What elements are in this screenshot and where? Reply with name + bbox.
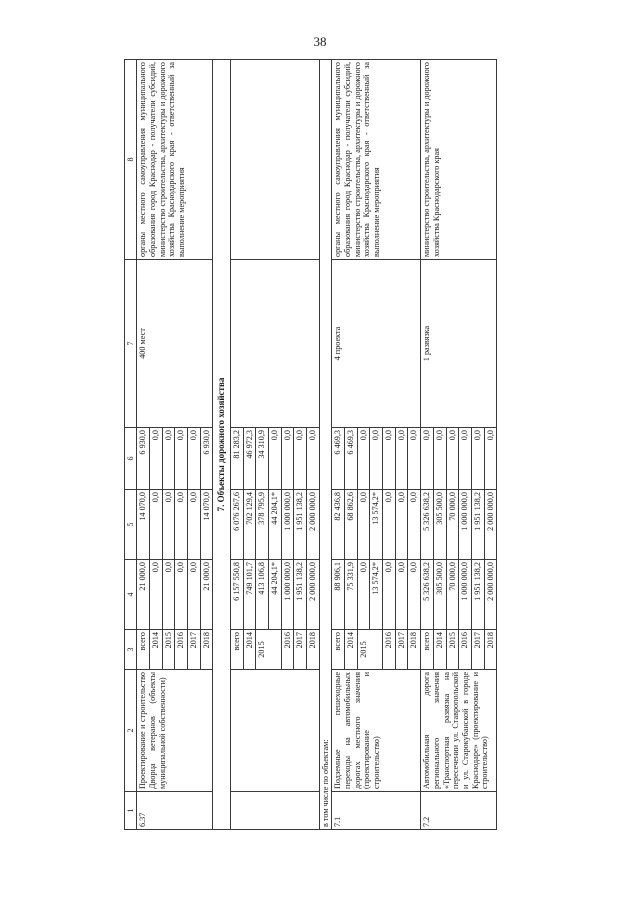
column-header: 4	[125, 560, 137, 630]
empty-cell	[231, 792, 320, 830]
value-cell: 88 906,1	[332, 560, 345, 630]
column-header: 3	[125, 630, 137, 670]
value-cell: 1 000 000,0	[459, 490, 472, 560]
value-cell: 6 930,0	[137, 428, 150, 490]
value-cell: 0,0	[395, 490, 408, 560]
value-cell: 0,0	[484, 428, 497, 490]
value-cell: 1 000 000,0	[281, 560, 294, 630]
value-cell: 14 070,0	[200, 490, 213, 560]
value-cell: 44 204,1*	[269, 490, 282, 560]
page-number: 38	[313, 34, 327, 49]
table-row	[332, 60, 345, 830]
year-cell: 2015	[357, 630, 382, 670]
column-header: 8	[125, 60, 137, 260]
value-cell: 5 326 638,2	[421, 560, 434, 630]
column-header: 6	[125, 428, 137, 490]
column-header: 2	[125, 670, 137, 792]
year-cell: всего	[231, 630, 244, 670]
year-cell: всего	[421, 630, 434, 670]
executor-cell: органы местного самоуправления муниципального образования город Краснодар - получатели субсидий, министерство строительства, архитектуры и дорожного хозяйства Краснодарского края - ответственный за выполнение мероприятия	[137, 60, 213, 260]
value-cell: 0,0	[383, 428, 396, 490]
year-cell: 2014	[150, 630, 163, 670]
value-cell: 6 157 550,8	[231, 560, 244, 630]
by-objects-label: в том числе по объектам:	[319, 60, 332, 830]
row-number: 6.37	[137, 792, 213, 830]
year-cell: 2018	[408, 630, 421, 670]
result-cell: 4 проекта	[332, 260, 421, 428]
year-cell: 2017	[395, 630, 408, 670]
value-cell: 1 951 138,2	[471, 490, 484, 560]
subheader-row	[319, 60, 332, 830]
column-header: 1	[125, 792, 137, 830]
empty-cell	[231, 260, 320, 428]
result-cell: 400 мест	[137, 260, 213, 428]
section-title: 7. Объекты дорожного хозяйства	[213, 60, 231, 830]
value-cell: 0,0	[294, 428, 307, 490]
value-cell: 378 795,9	[256, 490, 269, 560]
value-cell: 0,0	[175, 428, 188, 490]
year-cell: 2016	[383, 630, 396, 670]
value-cell: 0,0	[150, 560, 163, 630]
rotated-table-container	[124, 60, 502, 830]
value-cell: 0,0	[383, 490, 396, 560]
value-cell: 0,0	[471, 428, 484, 490]
object-name: Проектирование и строительство Дворца ветеранов (объекты муниципальной собственности)	[137, 670, 213, 792]
table-row	[231, 60, 244, 830]
value-cell: 5 326 638,2	[421, 490, 434, 560]
value-cell: 0,0	[433, 428, 446, 490]
value-cell: 0,0	[459, 428, 472, 490]
program-table	[124, 59, 497, 830]
value-cell: 0,0	[188, 490, 201, 560]
value-cell: 2 000 000,0	[484, 560, 497, 630]
year-cell: 2016	[459, 630, 472, 670]
value-cell: 0,0	[370, 428, 383, 490]
year-cell: 2018	[200, 630, 213, 670]
value-cell: 6 076 267,6	[231, 490, 244, 560]
value-cell: 2 000 000,0	[307, 560, 320, 630]
value-cell: 6 469,3	[332, 428, 345, 490]
value-cell: 44 204,1*	[269, 560, 282, 630]
value-cell: 305 500,0	[433, 560, 446, 630]
year-cell: 2017	[471, 630, 484, 670]
value-cell: 1 000 000,0	[459, 560, 472, 630]
executor-cell: министерство строительства, архитектуры и дорожного хозяйства Краснодарского края	[421, 60, 497, 260]
value-cell: 0,0	[150, 428, 163, 490]
value-cell: 0,0	[395, 560, 408, 630]
value-cell: 0,0	[162, 560, 175, 630]
value-cell: 82 436,8	[332, 490, 345, 560]
value-cell: 0,0	[281, 428, 294, 490]
year-cell: 2018	[307, 630, 320, 670]
year-cell: 2015	[162, 630, 175, 670]
value-cell: 2 000 000,0	[307, 490, 320, 560]
value-cell: 0,0	[307, 428, 320, 490]
empty-cell	[231, 60, 320, 260]
value-cell: 0,0	[408, 560, 421, 630]
year-cell: 2018	[484, 630, 497, 670]
year-cell: 2017	[188, 630, 201, 670]
table-row	[421, 60, 434, 830]
column-header-row	[125, 60, 137, 830]
value-cell: 34 310,9	[256, 428, 269, 490]
value-cell: 305 500,0	[433, 490, 446, 560]
year-cell: 2014	[243, 630, 256, 670]
year-cell: 2017	[294, 630, 307, 670]
value-cell: 0,0	[408, 490, 421, 560]
value-cell: 6 469,3	[345, 428, 358, 490]
value-cell: 0,0	[188, 428, 201, 490]
value-cell: 749 101,7	[243, 560, 256, 630]
value-cell: 13 574,2*	[370, 490, 383, 560]
value-cell: 13 574,2*	[370, 560, 383, 630]
value-cell: 0,0	[357, 560, 370, 630]
table-row	[137, 60, 150, 830]
value-cell: 702 129,4	[243, 490, 256, 560]
year-cell: всего	[332, 630, 345, 670]
year-cell: 2016	[175, 630, 188, 670]
value-cell: 0,0	[395, 428, 408, 490]
value-cell: 68 862,6	[345, 490, 358, 560]
value-cell: 70 000,0	[446, 560, 459, 630]
value-cell: 1 951 138,2	[294, 560, 307, 630]
object-name: Автомобильная дорога регионального значения «Транспортная развязка на пересечении ул. Ставропольской и ул. Старокубанской в городе Краснодаре» (проектирование и строительство)	[421, 670, 497, 792]
value-cell: 0,0	[408, 428, 421, 490]
value-cell: 0,0	[383, 560, 396, 630]
value-cell: 14 070,0	[137, 490, 150, 560]
value-cell: 2 000 000,0	[484, 490, 497, 560]
value-cell: 0,0	[269, 428, 282, 490]
value-cell: 0,0	[446, 428, 459, 490]
value-cell: 0,0	[421, 428, 434, 490]
column-header: 5	[125, 490, 137, 560]
value-cell: 21 000,0	[200, 560, 213, 630]
value-cell: 0,0	[188, 560, 201, 630]
section-header-row	[213, 60, 231, 830]
result-cell: 1 развязка	[421, 260, 497, 428]
value-cell: 0,0	[357, 490, 370, 560]
year-cell: 2014	[345, 630, 358, 670]
column-header: 7	[125, 260, 137, 428]
year-cell: 2015	[256, 630, 281, 670]
year-cell: 2014	[433, 630, 446, 670]
row-number: 7.1	[332, 792, 421, 830]
row-number: 7.2	[421, 792, 497, 830]
value-cell: 0,0	[162, 428, 175, 490]
value-cell: 46 972,3	[243, 428, 256, 490]
value-cell: 0,0	[175, 490, 188, 560]
empty-cell	[231, 670, 320, 792]
year-cell: 2016	[281, 630, 294, 670]
value-cell: 413 106,8	[256, 560, 269, 630]
value-cell: 0,0	[357, 428, 370, 490]
value-cell: 0,0	[162, 490, 175, 560]
year-cell: всего	[137, 630, 150, 670]
executor-cell: органы местного самоуправления муниципального образования город Краснодар - получатели субсидий, министерство строительства, архитектуры и дорожного хозяйства Краснодарского края - ответственный за выполнение мероприятия	[332, 60, 421, 260]
value-cell: 0,0	[175, 560, 188, 630]
value-cell: 70 000,0	[446, 490, 459, 560]
object-name: Подземные пешеходные переходы на автомобильных дорогах местного значения (проектирование и строительство)	[332, 670, 421, 792]
value-cell: 1 951 138,2	[294, 490, 307, 560]
value-cell: 21 000,0	[137, 560, 150, 630]
value-cell: 1 951 138,2	[471, 560, 484, 630]
value-cell: 81 283,2	[231, 428, 244, 490]
value-cell: 0,0	[150, 490, 163, 560]
value-cell: 6 930,0	[200, 428, 213, 490]
value-cell: 1 000 000,0	[281, 490, 294, 560]
year-cell: 2015	[446, 630, 459, 670]
value-cell: 75 331,9	[345, 560, 358, 630]
